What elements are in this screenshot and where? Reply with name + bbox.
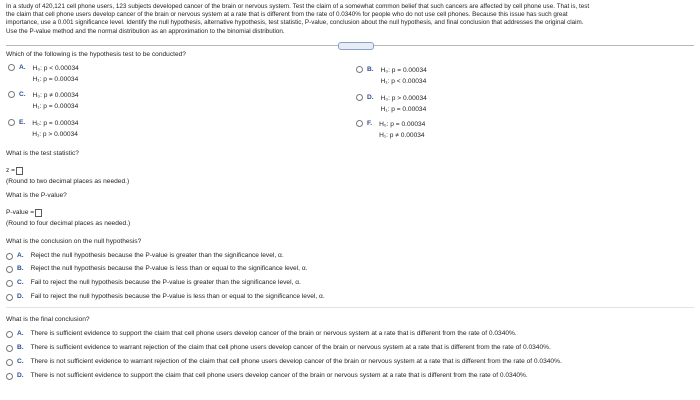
null-conclusion-option-d[interactable]: [6, 293, 325, 301]
null-hypothesis: H₀: p = 0.00034: [32, 120, 79, 127]
option-text: There is sufficient evidence to warrant rejection of the claim that cell phone users develop cancer of the brain or nervous system at a rate that is different from the rate of 0.0340%.: [30, 344, 551, 351]
final-conclusion-option-c[interactable]: [6, 358, 562, 366]
option-letter: B.: [17, 344, 24, 351]
option-text: Reject the null hypothesis because the P-value is less than or equal to the significance level, α.: [30, 265, 308, 272]
alternative-hypothesis: H₁: p > 0.00034: [32, 130, 78, 138]
test-statistic-row: [6, 167, 23, 175]
p-value-input[interactable]: [35, 209, 42, 217]
final-conclusion-option-d[interactable]: [6, 372, 528, 380]
null-conclusion-option-b[interactable]: [6, 265, 307, 273]
radio-button[interactable]: [6, 266, 13, 273]
option-text: Reject the null hypothesis because the P-value is greater than the significance level, α.: [30, 252, 284, 259]
hypothesis-pair: [381, 94, 427, 115]
hypothesis-pair: [381, 66, 427, 87]
option-letter: E.: [19, 119, 26, 126]
hypothesis-pair: [33, 91, 79, 112]
problem-statement-line: Use the P-value method and the normal distribution as an approximation to the binomial distribution.: [6, 27, 285, 35]
option-letter: B.: [367, 66, 374, 73]
option-text: There is not sufficient evidence to support the claim that cell phone users develop cancer of the brain or nervous system at a rate that is different from the rate of 0.0340%.: [30, 372, 528, 379]
option-letter: D.: [17, 372, 24, 379]
option-letter: F.: [367, 120, 373, 127]
radio-button[interactable]: [356, 120, 363, 127]
question-hypothesis: Which of the following is the hypothesis test to be conducted?: [6, 51, 186, 58]
section-divider: [6, 307, 694, 308]
radio-button[interactable]: [6, 345, 13, 352]
alternative-hypothesis: H₁: p ≠ 0.00034: [379, 131, 425, 139]
null-hypothesis: H₀: p = 0.00034: [380, 67, 427, 74]
null-conclusion-option-c[interactable]: [6, 279, 301, 287]
option-letter: C.: [17, 358, 24, 365]
alternative-hypothesis: H₁: p = 0.00034: [380, 105, 427, 113]
p-value-label: P-value =: [6, 209, 35, 216]
alternative-hypothesis: H₁: p = 0.00034: [32, 102, 79, 110]
option-letter: D.: [367, 94, 374, 101]
option-letter: A.: [19, 64, 26, 71]
problem-statement-line: the claim that cell phone users develop cancer of the brain or nervous system at a rate that is different from the rate of 0.0340% for people who do not use cell phones. Because this issue has such great: [6, 11, 568, 19]
radio-button[interactable]: [6, 280, 13, 287]
radio-button[interactable]: [6, 253, 13, 260]
hypothesis-option-d[interactable]: [356, 94, 427, 115]
radio-button[interactable]: [6, 359, 13, 366]
radio-button[interactable]: [356, 66, 363, 73]
p-value-row: [6, 209, 42, 217]
test-statistic-label: z =: [6, 167, 15, 174]
hypothesis-option-f[interactable]: [356, 120, 425, 141]
option-text: There is not sufficient evidence to warrant rejection of the claim that cell phone users develop cancer of the brain or nervous system at a rate that is different from the rate of 0.0340%.: [30, 358, 562, 365]
expand-handle[interactable]: [338, 42, 374, 50]
null-hypothesis: H₀: p > 0.00034: [380, 95, 427, 102]
radio-button[interactable]: [6, 294, 13, 301]
hypothesis-pair: [379, 120, 425, 141]
option-letter: D.: [17, 293, 24, 300]
null-hypothesis: H₀: p < 0.00034: [32, 65, 79, 72]
option-text: There is sufficient evidence to support the claim that cell phone users develop cancer of the brain or nervous system at a rate that is different from the rate of 0.0340%.: [30, 330, 517, 337]
final-conclusion-option-a[interactable]: [6, 330, 517, 338]
question-final-conclusion: What is the final conclusion?: [6, 316, 90, 323]
radio-button[interactable]: [8, 119, 15, 126]
question-test-statistic: What is the test statistic?: [6, 150, 79, 157]
radio-button[interactable]: [356, 94, 363, 101]
null-conclusion-option-a[interactable]: [6, 252, 284, 260]
radio-button[interactable]: [8, 64, 15, 71]
radio-button[interactable]: [6, 373, 13, 380]
problem-statement-line: importance, use a 0.001 significance level. Identify the null hypothesis, alternative hypothesis, test statistic, P-value, conclusion about the null hypothesis, and final conclusion that addresses the original claim.: [6, 19, 584, 27]
option-letter: B.: [17, 265, 24, 272]
hypothesis-option-b[interactable]: [356, 66, 427, 87]
final-conclusion-option-b[interactable]: [6, 344, 551, 352]
option-text: Fail to reject the null hypothesis because the P-value is less than or equal to the significance level, α.: [30, 293, 325, 300]
question-null-conclusion: What is the conclusion on the null hypothesis?: [6, 238, 142, 245]
rounding-note: (Round to two decimal places as needed.): [6, 178, 130, 185]
alternative-hypothesis: H₁: p < 0.00034: [380, 77, 427, 85]
radio-button[interactable]: [6, 331, 13, 338]
hypothesis-option-e[interactable]: [8, 119, 78, 140]
test-statistic-input[interactable]: [16, 167, 23, 175]
radio-button[interactable]: [8, 91, 15, 98]
option-text: Fail to reject the null hypothesis because the P-value is greater than the significance level, α.: [30, 279, 301, 286]
problem-statement-line: In a study of 420,121 cell phone users, 123 subjects developed cancer of the brain or nervous system. Test the claim of a somewhat common belief that such cancers are affected by cell phone use. That is, test: [6, 3, 590, 10]
option-letter: A.: [17, 330, 24, 337]
hypothesis-pair: [32, 119, 78, 140]
hypothesis-pair: [33, 64, 79, 85]
option-letter: C.: [19, 91, 26, 98]
null-hypothesis: H₀: p = 0.00034: [379, 121, 426, 128]
alternative-hypothesis: H₁: p = 0.00034: [32, 75, 79, 83]
hypothesis-option-c[interactable]: [8, 91, 79, 112]
problem-statement: [6, 3, 696, 36]
question-p-value: What is the P-value?: [6, 192, 67, 199]
option-letter: C.: [17, 279, 24, 286]
hypothesis-option-a[interactable]: [8, 64, 79, 85]
rounding-note: (Round to four decimal places as needed.): [6, 220, 131, 227]
option-letter: A.: [17, 252, 24, 259]
null-hypothesis: H₀: p ≠ 0.00034: [32, 92, 79, 99]
